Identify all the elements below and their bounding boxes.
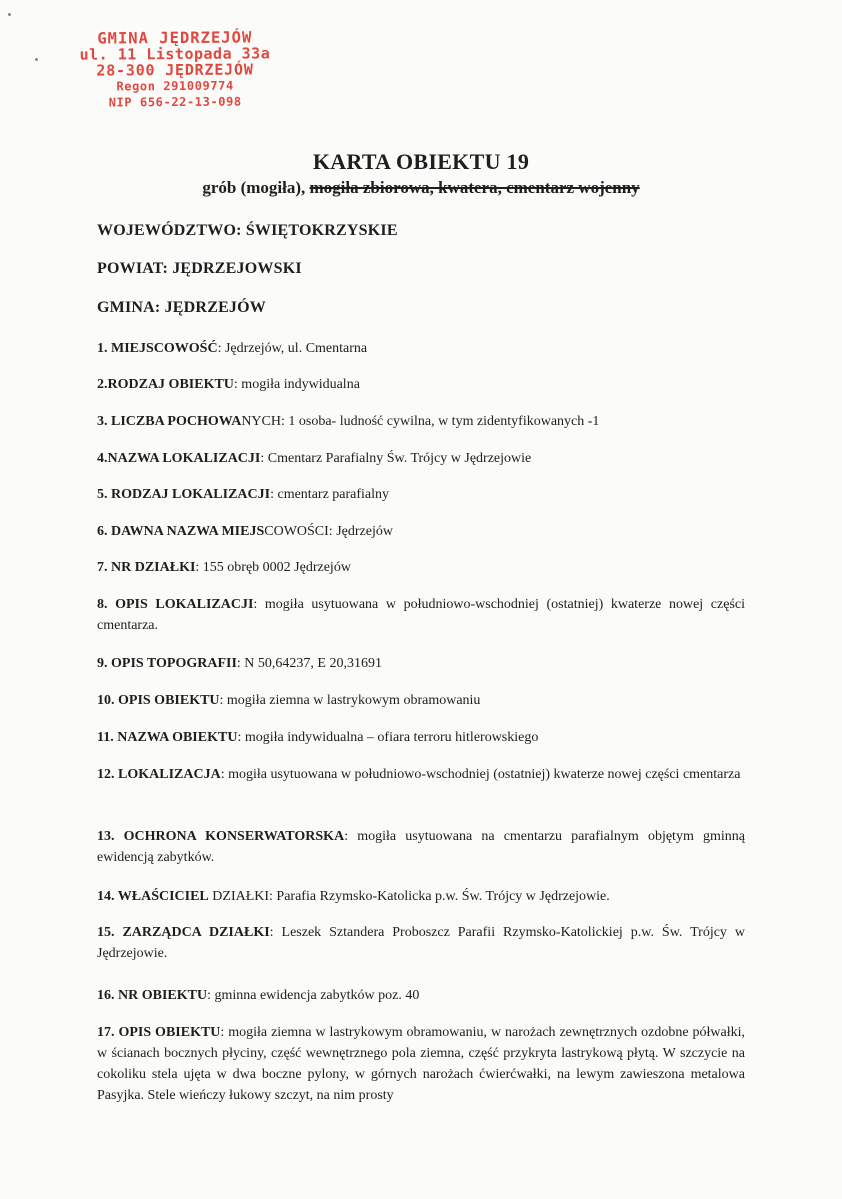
field-item — [97, 1022, 745, 1106]
county-line: POWIAT: JĘDRZEJOWSKI — [97, 260, 302, 277]
field-value: : Jędrzejów, ul. Cmentarna — [217, 341, 368, 356]
field-label: 13. OCHRONA KONSERWATORSKA — [97, 829, 345, 844]
field-item — [97, 521, 745, 542]
field-value: : mogiła indywidualna — [233, 377, 360, 392]
field-value: : mogiła usytuowana w południowo-wschodniej (ostatniej) kwaterze nowej części cmentarza. — [97, 597, 745, 633]
field-item — [97, 886, 745, 907]
field-value: : N 50,64237, E 20,31691 — [236, 656, 382, 671]
field-value: DZIAŁKI: Parafia Rzymsko-Katolicka p.w. Św. Trójcy w Jędrzejowie. — [208, 889, 610, 904]
field-label: 12. LOKALIZACJA — [97, 767, 221, 782]
stamp-line: 28-300 JĘDRZEJÓW — [96, 60, 254, 80]
voivodeship-line: WOJEWÓDZTWO: ŚWIĘTOKRZYSKIE — [97, 222, 398, 239]
field-item — [97, 985, 745, 1006]
field-value: : Cmentarz Parafialny Św. Trójcy w Jędrzejowie — [260, 451, 532, 466]
field-label: 3. LICZBA POCHOWA — [97, 414, 242, 429]
field-item — [97, 922, 745, 964]
field-label: 9. OPIS TOPOGRAFII — [97, 656, 237, 671]
municipality-line: GMINA: JĘDRZEJÓW — [97, 299, 266, 316]
field-label: 7. NR DZIAŁKI — [97, 560, 196, 575]
subtitle-struck: mogiła zbiorowa, kwatera, cmentarz wojenny — [309, 178, 640, 197]
field-value: : 155 obręb 0002 Jędrzejów — [195, 560, 351, 575]
field-value: COWOŚCI: Jędrzejów — [264, 524, 393, 539]
field-item — [97, 338, 745, 359]
field-label: 5. RODZAJ LOKALIZACJI — [97, 487, 271, 502]
field-label: 17. OPIS OBIEKTU — [97, 1025, 221, 1040]
field-value: : mogiła indywidualna – ofiara terroru hitlerowskiego — [237, 730, 539, 745]
office-stamp — [70, 29, 281, 110]
field-value: : mogiła usytuowana na cmentarzu parafialnym objętym gminną ewidencją zabytków. — [97, 829, 745, 865]
field-value: : cmentarz parafialny — [270, 487, 390, 502]
field-item — [97, 448, 745, 469]
field-item — [97, 764, 745, 785]
document-title: KARTA OBIEKTU 19 — [312, 149, 530, 174]
scan-speck — [35, 58, 38, 61]
field-value: : gminna ewidencja zabytków poz. 40 — [207, 988, 420, 1003]
field-label: 2.RODZAJ OBIEKTU — [97, 377, 234, 392]
field-label: 15. ZARZĄDCA DZIAŁKI — [97, 925, 270, 940]
field-item — [97, 411, 745, 432]
field-item — [97, 484, 745, 505]
field-item — [97, 374, 745, 395]
stamp-line: ul. 11 Listopada 33a — [79, 44, 271, 64]
field-label: 8. OPIS LOKALIZACJI — [97, 597, 254, 612]
field-value: : mogiła ziemna w lastrykowym obramowaniu — [219, 693, 481, 708]
field-item — [97, 690, 745, 711]
field-value: NYCH: 1 osoba- ludność cywilna, w tym zidentyfikowanych -1 — [241, 414, 600, 429]
field-label: 10. OPIS OBIEKTU — [97, 693, 220, 708]
scan-speck — [8, 13, 11, 16]
field-item — [97, 594, 745, 636]
field-label: 16. NR OBIEKTU — [97, 988, 208, 1003]
document-subtitle — [0, 178, 842, 198]
field-item — [97, 826, 745, 868]
field-item — [97, 557, 745, 578]
stamp-line: GMINA JĘDRZEJÓW — [97, 28, 253, 48]
field-label: 6. DAWNA NAZWA MIEJS — [97, 524, 265, 539]
field-value: : mogiła ziemna w lastrykowym obramowaniu, w narożach zewnętrznych ozdobne półwałki, w ścianach bocznych płyciny, część wewnętrznego pola ziemna, część przykryta lastrykową płytą. W szczycie na cokoliku stela ujęta w dwa boczne pylony, w górnych narożach ćwierćwałki, na lewym zawieszona metalowa Pasyjka. Stele wieńczy łukowy szczyt, na nim prosty — [97, 1025, 746, 1103]
stamp-line: Regon 291009774 — [116, 78, 234, 94]
field-label: 4.NAZWA LOKALIZACJI — [97, 451, 261, 466]
field-value: : Leszek Sztandera Proboszcz Parafii Rzymsko-Katolickiej p.w. Św. Trójcy w Jędrzejowie. — [97, 925, 746, 961]
field-label: 14. WŁAŚCICIEL — [97, 889, 209, 904]
field-label: 11. NAZWA OBIEKTU — [97, 730, 238, 745]
field-item — [97, 727, 745, 748]
field-item — [97, 653, 745, 674]
stamp-line: NIP 656-22-13-098 — [108, 94, 242, 110]
field-label: 1. MIEJSCOWOŚĆ — [97, 341, 218, 356]
subtitle-kept: grób (mogiła), — [202, 178, 306, 197]
field-value: : mogiła usytuowana w południowo-wschodniej (ostatniej) kwaterze nowej części cmentarza — [220, 767, 741, 782]
